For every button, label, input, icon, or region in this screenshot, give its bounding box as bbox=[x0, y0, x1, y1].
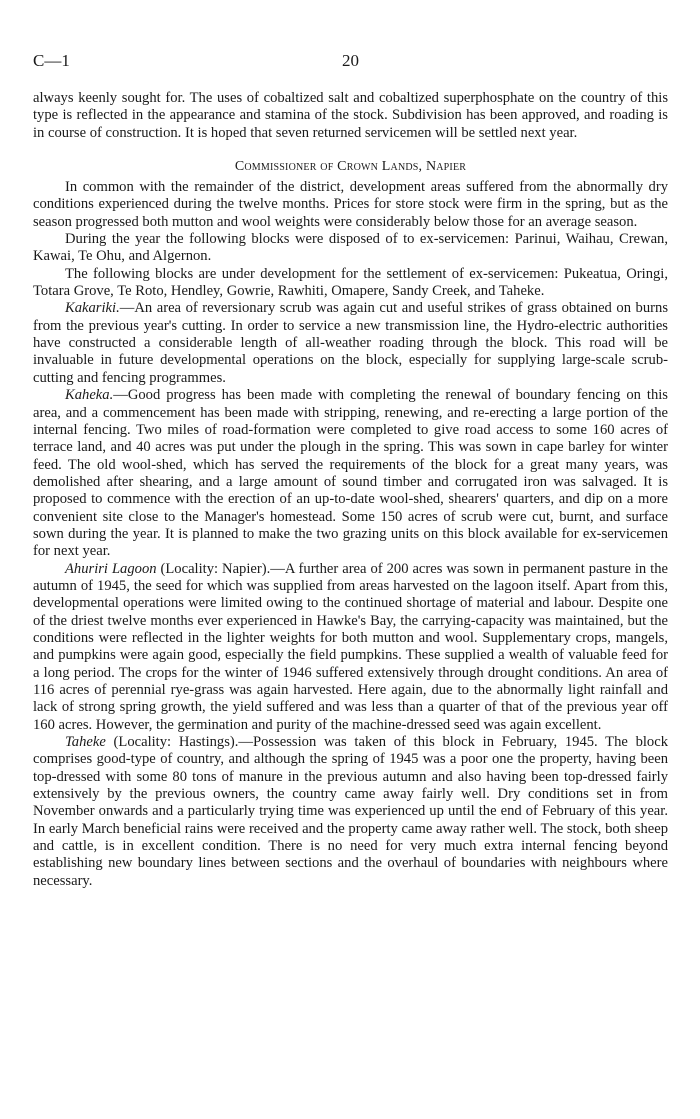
body-paragraph bbox=[33, 231, 668, 266]
continued-paragraph: always keenly sought for. The uses of cobaltized salt and cobaltized superphosphate on the country of this type is reflected in the appearance and stamina of the stock. Subdivision has been approved, and roading is in course of construction. It is hoped that seven returned servicemen will be settled next year. bbox=[33, 90, 668, 141]
section-heading: Commissioner of Crown Lands, Napier bbox=[234, 159, 467, 175]
page-number: 20 bbox=[342, 51, 359, 70]
block-name: Taheke bbox=[65, 734, 106, 751]
paragraph-text: —An area of reversionary scrub was again cut and useful strikes of grass obtained on burns from the previous year's cutting. In order to service a new transmission line, the Hydro-electric authorities have constructed a considerable length of all-weather roading through the block. This road will be invaluable in future developmental operations on the block, especially for supplying large-scale scrub-cutting and fencing programmes. bbox=[33, 300, 668, 386]
block-name: Ahuriri Lagoon bbox=[65, 560, 157, 577]
paragraph-text: During the year the following blocks were disposed of to ex-servicemen: Parinui, Waihau, Crewan, Kawai, Te Ohu, and Algernon. bbox=[33, 231, 668, 265]
block-name: Kakariki. bbox=[65, 300, 120, 317]
body-paragraph bbox=[33, 266, 668, 301]
block-paragraph-taheke bbox=[33, 734, 668, 890]
page-body bbox=[33, 90, 668, 890]
paragraph-text: (Locality: Hastings).—Possession was taken of this block in February, 1945. The block comprises good-type of country, and although the spring of 1945 was a poor one the property, having been top-dressed with some 80 tons of manure in the previous autumn and also having been top-dressed fairly extensively by the previous owners, the country came away fairly well. Dry conditions set in from November onwards and a particularly trying time was experienced up until the end of February of this year. In early March beneficial rains were received and the property came away rather well. The stock, both sheep and cattle, is in excellent condition. There is no need for very much extra internal fencing beyond establishing new boundary lines between sections and the overhaul of boundaries with neighbours where necessary. bbox=[33, 734, 668, 889]
paragraph-text: In common with the remainder of the district, development areas suffered from the abnormally dry conditions experienced during the twelve months. Prices for store stock were firm in the spring, but as the season progressed both mutton and wool weights were considerably below those for an average season. bbox=[33, 179, 668, 230]
paragraph-text: The following blocks are under development for the settlement of ex-servicemen: Pukeatua, Oringi, Totara Grove, Te Roto, Hendley, Gowrie, Rawhiti, Omapere, Sandy Creek, and Taheke. bbox=[33, 265, 668, 300]
block-paragraph-kaheka bbox=[33, 387, 668, 560]
body-paragraph bbox=[33, 179, 668, 231]
paragraph-text: (Locality: Napier).—A further area of 200 acres was sown in permanent pasture in the autumn of 1945, the seed for which was supplied from areas harvested on the lagoon itself. Apart from this, developmental operations were limited owing to the continued shortage of material and labour. Despite one of the driest twelve months ever experienced in Hawke's Bay, the carrying-capacity was maintained, but the conditions were reflected in the lighter weights for both mutton and wool. Supplementary crops, mangels, and pumpkins were again good, especially the field pumpkins. These supplied a wealth of valuable feed for a long period. The crops for the winter of 1946 suffered extensively through drought conditions. An area of 116 acres of perennial rye-grass was again harvested. Here again, due to the abnormally light rainfall and lack of strong spring growth, the yield suffered and was less than a quarter of that of the previous year off 160 acres. However, the germination and purity of the machine-dressed seed was again excellent. bbox=[33, 560, 668, 733]
paragraph-text: —Good progress has been made with completing the renewal of boundary fencing on this area, and a commencement has been made with stripping, renewing, and re-erecting a large portion of the internal fencing. Two miles of road-formation were completed to give road access to some 160 acres of terrace land, and 40 acres was put under the plough in the spring. This was sown in cape barley for winter feed. The old wool-shed, which has served the requirements of the block for a great many years, was demolished after shearing, and a large amount of sound timber and corrugated iron was salvaged. It is proposed to commence with the erection of an up-to-date wool-shed, shearers' quarters, and dip on a more convenient site close to the Manager's homestead. Some 150 acres of scrub were cut, burnt, and surface sown during the year. It is planned to make the two grazing units on this block available for ex-servicemen for next year. bbox=[33, 387, 668, 560]
block-name: Kaheka. bbox=[65, 387, 114, 404]
block-paragraph-ahuriri-lagoon bbox=[33, 561, 668, 734]
document-reference: C—1 bbox=[33, 51, 70, 70]
page-header bbox=[33, 0, 668, 70]
block-paragraph-kakariki bbox=[33, 300, 668, 387]
